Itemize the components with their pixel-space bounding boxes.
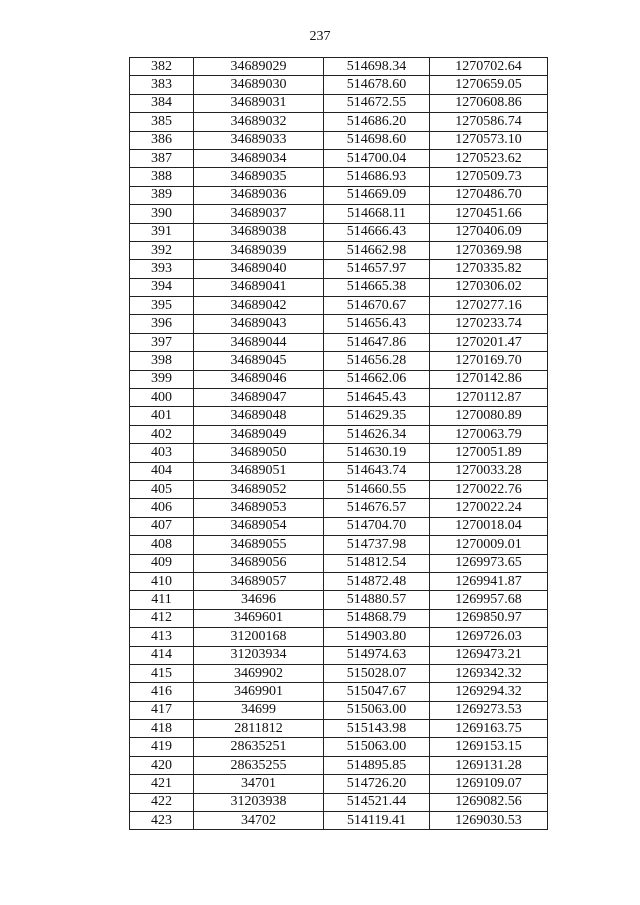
y-coordinate-cell: 1270009.01 — [430, 536, 548, 554]
point-id-cell: 31203934 — [194, 646, 324, 664]
point-number-cell: 418 — [130, 720, 194, 738]
x-coordinate-cell: 514660.55 — [324, 480, 430, 498]
point-id-cell: 34689031 — [194, 94, 324, 112]
x-coordinate-cell: 514656.43 — [324, 315, 430, 333]
y-coordinate-cell: 1269473.21 — [430, 646, 548, 664]
point-id-cell: 28635255 — [194, 756, 324, 774]
point-id-cell: 34689051 — [194, 462, 324, 480]
table-row — [130, 94, 548, 112]
point-number-cell: 405 — [130, 480, 194, 498]
point-id-cell: 34702 — [194, 812, 324, 830]
point-number-cell: 420 — [130, 756, 194, 774]
x-coordinate-cell: 514704.70 — [324, 517, 430, 535]
point-number-cell: 414 — [130, 646, 194, 664]
y-coordinate-cell: 1270033.28 — [430, 462, 548, 480]
y-coordinate-cell: 1270080.89 — [430, 407, 548, 425]
point-number-cell: 396 — [130, 315, 194, 333]
point-id-cell: 34689039 — [194, 241, 324, 259]
y-coordinate-cell: 1269273.53 — [430, 701, 548, 719]
coordinates-table-body — [130, 58, 548, 830]
table-row — [130, 646, 548, 664]
table-row — [130, 572, 548, 590]
y-coordinate-cell: 1270573.10 — [430, 131, 548, 149]
point-id-cell: 34699 — [194, 701, 324, 719]
y-coordinate-cell: 1270201.47 — [430, 333, 548, 351]
table-row — [130, 186, 548, 204]
y-coordinate-cell: 1270022.76 — [430, 480, 548, 498]
table-row — [130, 517, 548, 535]
y-coordinate-cell: 1269726.03 — [430, 628, 548, 646]
point-number-cell: 392 — [130, 241, 194, 259]
y-coordinate-cell: 1270509.73 — [430, 168, 548, 186]
point-number-cell: 410 — [130, 572, 194, 590]
y-coordinate-cell: 1269163.75 — [430, 720, 548, 738]
y-coordinate-cell: 1270659.05 — [430, 76, 548, 94]
table-row — [130, 738, 548, 756]
x-coordinate-cell: 514666.43 — [324, 223, 430, 241]
point-number-cell: 409 — [130, 554, 194, 572]
point-number-cell: 394 — [130, 278, 194, 296]
point-number-cell: 415 — [130, 664, 194, 682]
point-id-cell: 34689053 — [194, 499, 324, 517]
table-row — [130, 793, 548, 811]
y-coordinate-cell: 1270369.98 — [430, 241, 548, 259]
y-coordinate-cell: 1269342.32 — [430, 664, 548, 682]
point-id-cell: 34689037 — [194, 205, 324, 223]
y-coordinate-cell: 1270486.70 — [430, 186, 548, 204]
x-coordinate-cell: 514868.79 — [324, 609, 430, 627]
x-coordinate-cell: 514678.60 — [324, 76, 430, 94]
x-coordinate-cell: 514656.28 — [324, 352, 430, 370]
x-coordinate-cell: 514669.09 — [324, 186, 430, 204]
x-coordinate-cell: 514668.11 — [324, 205, 430, 223]
point-id-cell: 34701 — [194, 775, 324, 793]
x-coordinate-cell: 514629.35 — [324, 407, 430, 425]
point-number-cell: 416 — [130, 683, 194, 701]
point-number-cell: 400 — [130, 389, 194, 407]
point-id-cell: 28635251 — [194, 738, 324, 756]
point-number-cell: 386 — [130, 131, 194, 149]
y-coordinate-cell: 1270018.04 — [430, 517, 548, 535]
y-coordinate-cell: 1270169.70 — [430, 352, 548, 370]
table-row — [130, 315, 548, 333]
point-number-cell: 395 — [130, 297, 194, 315]
table-row — [130, 113, 548, 131]
point-number-cell: 412 — [130, 609, 194, 627]
x-coordinate-cell: 514895.85 — [324, 756, 430, 774]
y-coordinate-cell: 1269941.87 — [430, 572, 548, 590]
table-row — [130, 444, 548, 462]
x-coordinate-cell: 514521.44 — [324, 793, 430, 811]
x-coordinate-cell: 514698.34 — [324, 58, 430, 76]
point-id-cell: 34689032 — [194, 113, 324, 131]
point-number-cell: 387 — [130, 149, 194, 167]
point-number-cell: 423 — [130, 812, 194, 830]
y-coordinate-cell: 1269153.15 — [430, 738, 548, 756]
point-id-cell: 34689049 — [194, 425, 324, 443]
point-id-cell: 34689057 — [194, 572, 324, 590]
y-coordinate-cell: 1270022.24 — [430, 499, 548, 517]
point-id-cell: 34689036 — [194, 186, 324, 204]
point-id-cell: 31200168 — [194, 628, 324, 646]
point-number-cell: 398 — [130, 352, 194, 370]
table-row — [130, 260, 548, 278]
point-number-cell: 388 — [130, 168, 194, 186]
table-row — [130, 683, 548, 701]
x-coordinate-cell: 514872.48 — [324, 572, 430, 590]
y-coordinate-cell: 1270233.74 — [430, 315, 548, 333]
table-row — [130, 425, 548, 443]
point-number-cell: 383 — [130, 76, 194, 94]
point-id-cell: 34689046 — [194, 370, 324, 388]
table-row — [130, 76, 548, 94]
x-coordinate-cell: 514665.38 — [324, 278, 430, 296]
table-row — [130, 389, 548, 407]
table-row — [130, 609, 548, 627]
table-row — [130, 131, 548, 149]
point-id-cell: 3469902 — [194, 664, 324, 682]
x-coordinate-cell: 514647.86 — [324, 333, 430, 351]
y-coordinate-cell: 1270451.66 — [430, 205, 548, 223]
x-coordinate-cell: 514657.97 — [324, 260, 430, 278]
y-coordinate-cell: 1270306.02 — [430, 278, 548, 296]
point-number-cell: 421 — [130, 775, 194, 793]
point-id-cell: 34689043 — [194, 315, 324, 333]
x-coordinate-cell: 515047.67 — [324, 683, 430, 701]
point-number-cell: 399 — [130, 370, 194, 388]
point-id-cell: 2811812 — [194, 720, 324, 738]
x-coordinate-cell: 514672.55 — [324, 94, 430, 112]
y-coordinate-cell: 1269957.68 — [430, 591, 548, 609]
x-coordinate-cell: 514726.20 — [324, 775, 430, 793]
x-coordinate-cell: 515143.98 — [324, 720, 430, 738]
point-id-cell: 34689042 — [194, 297, 324, 315]
point-id-cell: 31203938 — [194, 793, 324, 811]
y-coordinate-cell: 1270523.62 — [430, 149, 548, 167]
x-coordinate-cell: 515028.07 — [324, 664, 430, 682]
table-row — [130, 480, 548, 498]
x-coordinate-cell: 514686.20 — [324, 113, 430, 131]
point-id-cell: 34689045 — [194, 352, 324, 370]
point-id-cell: 3469601 — [194, 609, 324, 627]
point-number-cell: 384 — [130, 94, 194, 112]
x-coordinate-cell: 514662.06 — [324, 370, 430, 388]
point-id-cell: 34689034 — [194, 149, 324, 167]
x-coordinate-cell: 514662.98 — [324, 241, 430, 259]
point-number-cell: 422 — [130, 793, 194, 811]
table-row — [130, 628, 548, 646]
x-coordinate-cell: 514626.34 — [324, 425, 430, 443]
y-coordinate-cell: 1270112.87 — [430, 389, 548, 407]
x-coordinate-cell: 514686.93 — [324, 168, 430, 186]
point-id-cell: 34689030 — [194, 76, 324, 94]
y-coordinate-cell: 1270335.82 — [430, 260, 548, 278]
point-id-cell: 34689050 — [194, 444, 324, 462]
point-number-cell: 411 — [130, 591, 194, 609]
point-id-cell: 34689047 — [194, 389, 324, 407]
point-id-cell: 34689054 — [194, 517, 324, 535]
point-id-cell: 34689056 — [194, 554, 324, 572]
point-id-cell: 34689044 — [194, 333, 324, 351]
x-coordinate-cell: 514630.19 — [324, 444, 430, 462]
table-row — [130, 58, 548, 76]
x-coordinate-cell: 514700.04 — [324, 149, 430, 167]
table-row — [130, 168, 548, 186]
point-id-cell: 34689055 — [194, 536, 324, 554]
table-row — [130, 278, 548, 296]
point-number-cell: 408 — [130, 536, 194, 554]
x-coordinate-cell: 514676.57 — [324, 499, 430, 517]
table-row — [130, 370, 548, 388]
point-number-cell: 390 — [130, 205, 194, 223]
table-row — [130, 297, 548, 315]
x-coordinate-cell: 514698.60 — [324, 131, 430, 149]
table-row — [130, 701, 548, 719]
table-row — [130, 407, 548, 425]
x-coordinate-cell: 514670.67 — [324, 297, 430, 315]
x-coordinate-cell: 514880.57 — [324, 591, 430, 609]
point-number-cell: 403 — [130, 444, 194, 462]
x-coordinate-cell: 515063.00 — [324, 701, 430, 719]
y-coordinate-cell: 1270051.89 — [430, 444, 548, 462]
point-number-cell: 413 — [130, 628, 194, 646]
point-id-cell: 34696 — [194, 591, 324, 609]
table-row — [130, 352, 548, 370]
x-coordinate-cell: 515063.00 — [324, 738, 430, 756]
coordinates-table — [129, 57, 548, 830]
point-id-cell: 34689033 — [194, 131, 324, 149]
point-number-cell: 401 — [130, 407, 194, 425]
point-number-cell: 382 — [130, 58, 194, 76]
point-id-cell: 34689029 — [194, 58, 324, 76]
point-number-cell: 402 — [130, 425, 194, 443]
table-row — [130, 462, 548, 480]
point-number-cell: 406 — [130, 499, 194, 517]
y-coordinate-cell: 1269082.56 — [430, 793, 548, 811]
table-row — [130, 554, 548, 572]
table-row — [130, 333, 548, 351]
x-coordinate-cell: 514119.41 — [324, 812, 430, 830]
y-coordinate-cell: 1270063.79 — [430, 425, 548, 443]
x-coordinate-cell: 514643.74 — [324, 462, 430, 480]
y-coordinate-cell: 1270586.74 — [430, 113, 548, 131]
table-row — [130, 205, 548, 223]
point-id-cell: 34689040 — [194, 260, 324, 278]
point-id-cell: 34689041 — [194, 278, 324, 296]
y-coordinate-cell: 1269973.65 — [430, 554, 548, 572]
table-row — [130, 812, 548, 830]
x-coordinate-cell: 514903.80 — [324, 628, 430, 646]
point-id-cell: 34689038 — [194, 223, 324, 241]
table-row — [130, 223, 548, 241]
table-row — [130, 720, 548, 738]
point-number-cell: 417 — [130, 701, 194, 719]
page-number: 237 — [309, 29, 331, 44]
table-row — [130, 756, 548, 774]
table-row — [130, 149, 548, 167]
table-row — [130, 591, 548, 609]
point-number-cell: 404 — [130, 462, 194, 480]
table-row — [130, 536, 548, 554]
y-coordinate-cell: 1270608.86 — [430, 94, 548, 112]
y-coordinate-cell: 1269131.28 — [430, 756, 548, 774]
point-number-cell: 397 — [130, 333, 194, 351]
y-coordinate-cell: 1269294.32 — [430, 683, 548, 701]
point-number-cell: 385 — [130, 113, 194, 131]
point-number-cell: 389 — [130, 186, 194, 204]
point-number-cell: 407 — [130, 517, 194, 535]
table-row — [130, 241, 548, 259]
point-number-cell: 391 — [130, 223, 194, 241]
y-coordinate-cell: 1269850.97 — [430, 609, 548, 627]
y-coordinate-cell: 1270277.16 — [430, 297, 548, 315]
point-id-cell: 34689052 — [194, 480, 324, 498]
x-coordinate-cell: 514737.98 — [324, 536, 430, 554]
point-number-cell: 393 — [130, 260, 194, 278]
table-row — [130, 664, 548, 682]
point-id-cell: 3469901 — [194, 683, 324, 701]
x-coordinate-cell: 514812.54 — [324, 554, 430, 572]
y-coordinate-cell: 1269030.53 — [430, 812, 548, 830]
table-row — [130, 499, 548, 517]
y-coordinate-cell: 1270406.09 — [430, 223, 548, 241]
point-id-cell: 34689048 — [194, 407, 324, 425]
y-coordinate-cell: 1270142.86 — [430, 370, 548, 388]
point-id-cell: 34689035 — [194, 168, 324, 186]
point-number-cell: 419 — [130, 738, 194, 756]
y-coordinate-cell: 1270702.64 — [430, 58, 548, 76]
table-row — [130, 775, 548, 793]
x-coordinate-cell: 514645.43 — [324, 389, 430, 407]
x-coordinate-cell: 514974.63 — [324, 646, 430, 664]
y-coordinate-cell: 1269109.07 — [430, 775, 548, 793]
